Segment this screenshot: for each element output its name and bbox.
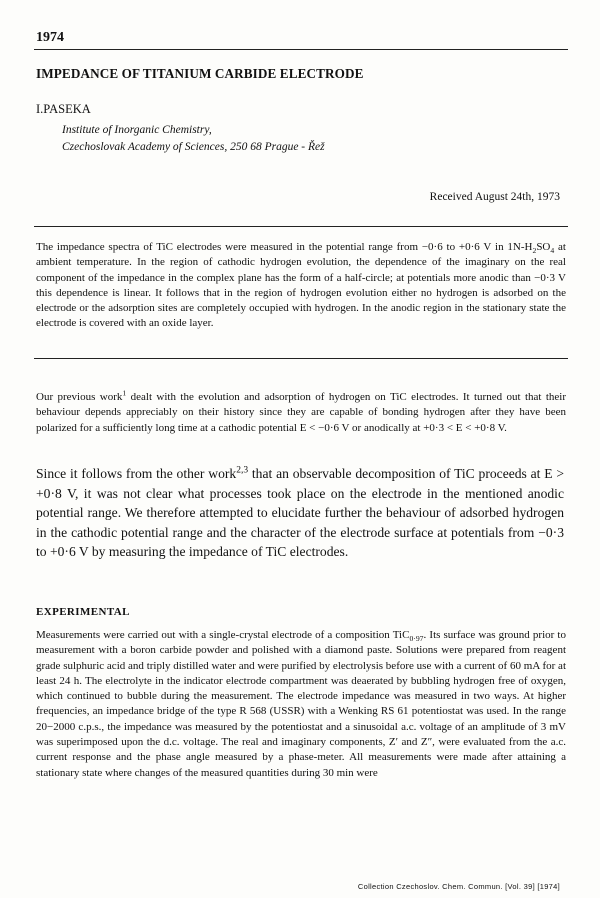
journal-footer: Collection Czechoslov. Chem. Commun. [Vol. 39] [1974] (357, 882, 560, 891)
intro-paragraph-2: Since it follows from the other work$^{2,3}$ that an observable decomposition of TiC proceeds at E > +0·8 V, it was not clear what processes took place on the electrode in the mentioned anodic potential range. We therefore attempted to elucidate further the behaviour of adsorbed hydrogen in the cathodic potential range and the character of the electrode surface at potentials from −0·3 to +0·6 V by measuring the impedance of TiC electrodes. (36, 465, 565, 560)
intro-paragraph-1: Our previous work$^1$ dealt with the evolution and adsorption of hydrogen on TiC electrodes. It turned out that their behaviour depends appreciably on their history since they are capable of bonding hydrogen after they have been polarized for a sufficiently long time at a cathodic potential E < −0·6 V or anodically at +0·3 < E < +0·8 V. (36, 388, 566, 434)
affiliation-line-2: Czechoslovak Academy of Sciences, 250 68 Prague - Řež (62, 141, 325, 153)
page-number: 1974 (36, 30, 64, 45)
affiliation-line-1: Institute of Inorganic Chemistry, (62, 124, 212, 136)
header-rule (34, 49, 568, 50)
received-date: Received August 24th, 1973 (429, 191, 560, 203)
article-author: I.PASEKA (36, 102, 91, 116)
abstract-top-rule (34, 226, 568, 227)
experimental-paragraph: Measurements were carried out with a single-crystal electrode of a composition TiC$_{0\cdot 97}$. Its surface was ground prior to measurement with a boron carbide powder and polished with a diamond paste. Solutions were prepared from reagent grade sulphuric acid and triply distilled water and were purified by electrolysis before use with a current of 60 mA for at least 24 h. The electrolyte in the indicator electrode compartment was deaerated by bubbling hydrogen free of oxygen, which continued to bubble during the measurement. The electrode impedance was measured in two ways. At higher frequencies, an impedance bridge of the type R 568 (USSR) with a Wenking RS 61 potentiostat was used. In the range 20−2000 c.p.s., the impedance was measured by the potentiostat and a sinusoidal a.c. voltage of an amplitude of 3 mV was superimposed upon the d.c. voltage. The real and imaginary components, Z′ and Z″, were evaluated from the a.c. current response and the phase angle measured by a phase-meter. All measurements were made after attaining a stationary state where changes of the measured quantities during 30 min were (36, 629, 566, 779)
abstract-bottom-rule (34, 358, 568, 359)
section-heading-experimental: EXPERIMENTAL (36, 606, 130, 618)
abstract: The impedance spectra of TiC electrodes were measured in the potential range from −0·6 to +0·6 V in $1N-H_2SO_4$ at ambient temperature. In the region of cathodic hydrogen evolution, the dependence of the imaginary on the real component of the impedance in the complex plane has the form of a half-circle; at potentials more anodic than −0·3 V this dependence is linear. It follows that in the region of hydrogen evolution either no hydrogen is adsorbed on the electrode or the adsorption sites are completely occupied with hydrogen. In the anodic region in the stationary state the electrode is covered with an oxide layer. (36, 241, 566, 330)
article-title: IMPEDANCE OF TITANIUM CARBIDE ELECTRODE (36, 66, 364, 81)
